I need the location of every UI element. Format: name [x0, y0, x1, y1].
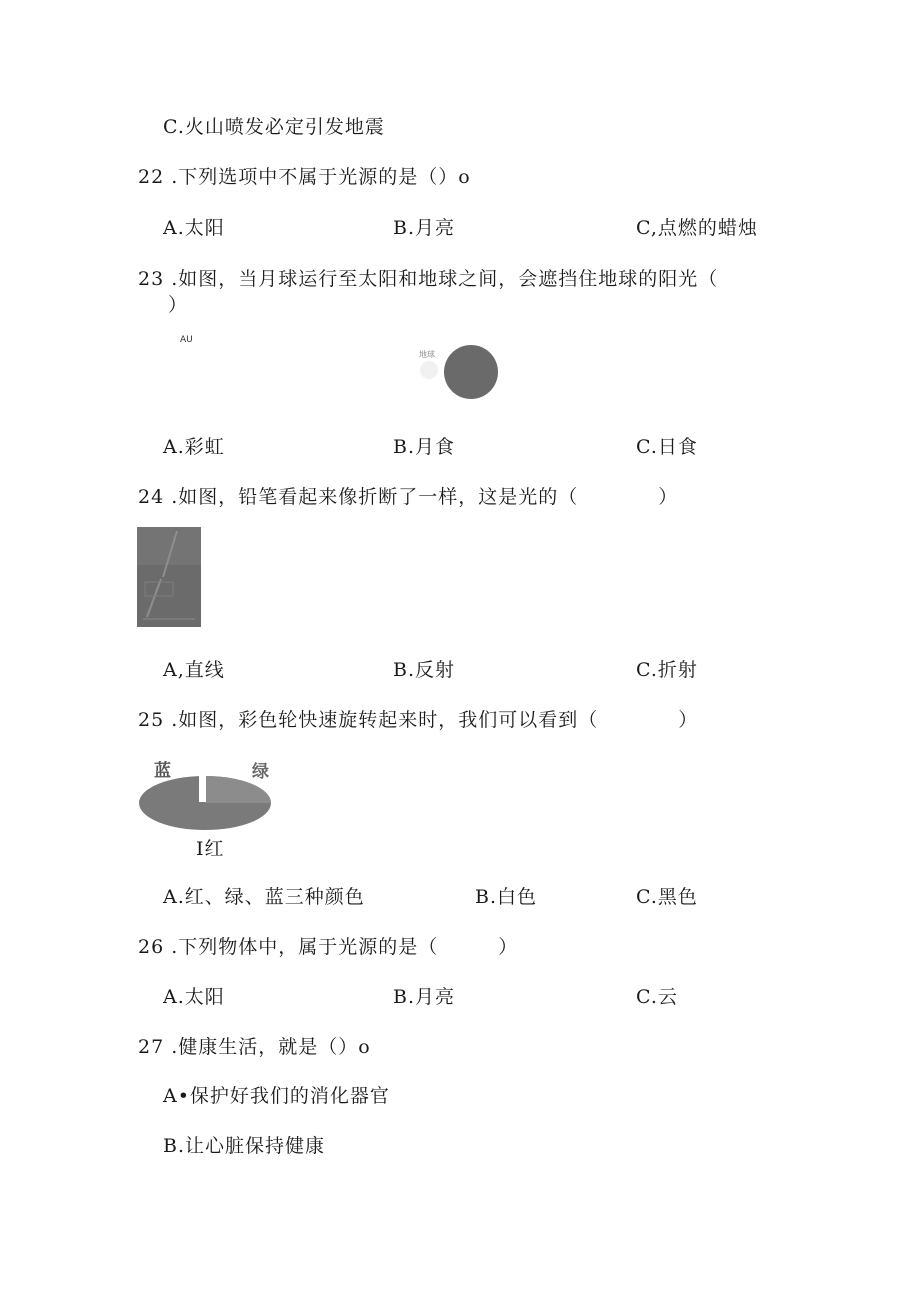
- pencil-in-water-figure: [137, 527, 201, 627]
- q22-option-c: C,点燃的蜡烛: [636, 217, 758, 239]
- question-27-stem: 27 .健康生活，就是（）o: [138, 1036, 371, 1058]
- wheel-label-green: 绿: [252, 762, 270, 782]
- q22-option-b: B.月亮: [393, 217, 456, 239]
- q24-option-c: C.折射: [636, 659, 698, 681]
- wheel-label-blue: 蓝: [154, 761, 172, 781]
- question-25-stem: 25 .如图，彩色轮快速旋转起来时，我们可以看到（ ）: [138, 709, 699, 731]
- q25-option-a: A.红、绿、蓝三种颜色: [163, 886, 365, 908]
- q25-option-b: B.白色: [475, 886, 538, 908]
- question-26-stem: 26 .下列物体中，属于光源的是（ ）: [138, 936, 519, 958]
- figure-23-small-label: 地球: [419, 350, 435, 359]
- q27-option-a: A•保护好我们的消化器官: [163, 1085, 390, 1107]
- q23-option-b: B.月食: [393, 436, 456, 458]
- question-23-stem-cont: ）: [168, 294, 189, 316]
- figure-23-corner-label: AU: [180, 335, 193, 345]
- option-c-top: C.火山喷发必定引发地震: [163, 116, 385, 138]
- q26-option-b: B.月亮: [393, 986, 456, 1008]
- question-22-stem: 22 .下列选项中不属于光源的是（）o: [138, 166, 471, 188]
- q24-option-a: A,直线: [163, 659, 225, 681]
- q24-option-b: B.反射: [393, 659, 456, 681]
- wheel-label-red: I红: [196, 838, 225, 860]
- q22-option-a: A.太阳: [163, 217, 225, 239]
- q27-option-b: B.让心脏保持健康: [163, 1135, 326, 1157]
- question-24-stem: 24 .如图，铅笔看起来像折断了一样，这是光的（ ）: [138, 486, 679, 508]
- q26-option-c: C.云: [636, 986, 678, 1008]
- question-23-stem: 23 .如图，当月球运行至太阳和地球之间，会遮挡住地球的阳光（: [138, 268, 719, 290]
- q25-option-c: C.黑色: [636, 886, 698, 908]
- q26-option-a: A.太阳: [163, 986, 225, 1008]
- q23-option-c: C.日食: [636, 436, 698, 458]
- q23-option-a: A.彩虹: [163, 436, 225, 458]
